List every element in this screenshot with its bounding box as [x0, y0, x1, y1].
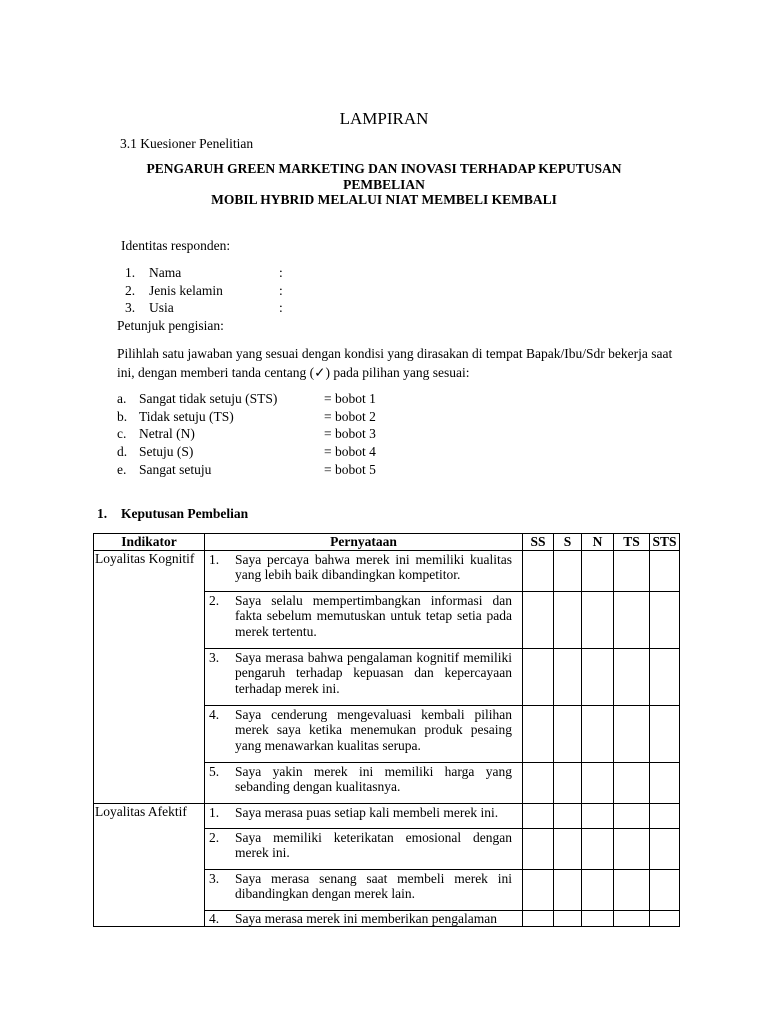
statement-cell [205, 910, 523, 927]
scale-item [117, 390, 417, 408]
answer-cell-s[interactable] [554, 550, 582, 591]
answer-cell-n[interactable] [582, 705, 614, 762]
answer-cell-n[interactable] [582, 648, 614, 705]
identity-item-label: Nama [149, 265, 182, 280]
statement-text: Saya cenderung mengevaluasi kembali pilihan merek saya ketika menemukan produk pesaing yang menawarkan kualitas serupa. [235, 706, 512, 753]
statement-number: 2. [209, 592, 220, 608]
questionnaire-table [93, 533, 680, 927]
scale-item-letter: b. [117, 408, 128, 424]
scale-item-value: = bobot 1 [324, 391, 376, 406]
table-row [94, 550, 680, 591]
answer-cell-ss[interactable] [523, 705, 554, 762]
answer-cell-ss[interactable] [523, 762, 554, 803]
answer-cell-s[interactable] [554, 803, 582, 828]
answer-cell-s[interactable] [554, 762, 582, 803]
scale-item [117, 461, 417, 479]
part-title: Keputusan Pembelian [121, 506, 249, 521]
answer-cell-s[interactable] [554, 828, 582, 869]
answer-cell-s[interactable] [554, 910, 582, 927]
scale-item-letter: d. [117, 444, 128, 460]
identity-item [125, 299, 325, 317]
scale-item [117, 425, 417, 443]
statement-cell [205, 705, 523, 762]
answer-cell-ss[interactable] [523, 648, 554, 705]
table-row [94, 803, 680, 828]
statement-text: Saya merasa merek ini memberikan pengalaman [235, 910, 498, 926]
answer-cell-ss[interactable] [523, 550, 554, 591]
questionnaire-heading [100, 161, 668, 208]
statement-number: 4. [209, 910, 220, 926]
indicator-cell: Loyalitas Afektif [94, 803, 205, 927]
identity-item [125, 282, 325, 300]
statement-cell [205, 550, 523, 591]
indicator-cell: Loyalitas Kognitif [94, 550, 205, 803]
identity-item-colon: : [279, 300, 283, 316]
answer-cell-n[interactable] [582, 803, 614, 828]
table-header-row [94, 534, 680, 551]
answer-cell-ss[interactable] [523, 803, 554, 828]
scale-item-label: Sangat setuju [139, 461, 212, 477]
statement-number: 3. [209, 649, 220, 665]
heading-line-2: PEMBELIAN [343, 176, 425, 192]
scale-item-letter: e. [117, 461, 127, 477]
statement-number: 3. [209, 870, 220, 886]
instructions-text: Pilihlah satu jawaban yang sesuai dengan kondisi yang dirasakan di tempat Bapak/Ibu/Sdr bekerja saat ini, dengan memberi tanda centang (✓) pada pilihan yang sesuai: [117, 346, 673, 380]
scale-item [117, 443, 417, 461]
answer-cell-ss[interactable] [523, 591, 554, 648]
header-sts: STS [650, 534, 680, 551]
answer-cell-sts[interactable] [650, 591, 680, 648]
header-indikator: Indikator [94, 534, 205, 551]
statement-text: Saya yakin merek ini memiliki harga yang sebanding dengan kualitasnya. [235, 763, 512, 794]
statement-text: Saya percaya bahwa merek ini memiliki kualitas yang lebih baik dibandingkan kompetitor. [235, 551, 512, 582]
answer-cell-sts[interactable] [650, 550, 680, 591]
statement-number: 1. [209, 804, 220, 820]
answer-cell-n[interactable] [582, 550, 614, 591]
answer-cell-s[interactable] [554, 705, 582, 762]
answer-cell-s[interactable] [554, 648, 582, 705]
scale-item-label: Setuju (S) [139, 444, 194, 460]
identity-item-label: Jenis kelamin [149, 282, 223, 298]
statement-text: Saya memiliki keterikatan emosional dengan merek ini. [235, 829, 512, 860]
scale-item-value: = bobot 5 [324, 461, 376, 477]
statement-text: Saya selalu mempertimbangkan informasi dan fakta sebelum memutuskan untuk tetap setia pada merek tertentu. [235, 592, 512, 639]
statement-number: 1. [209, 551, 220, 567]
identity-item-number: 1. [125, 265, 136, 280]
answer-cell-s[interactable] [554, 591, 582, 648]
header-s: S [554, 534, 582, 551]
scale-item-value: = bobot 3 [324, 426, 376, 442]
scale-item-label: Tidak setuju (TS) [139, 408, 234, 424]
answer-cell-ts[interactable] [614, 762, 650, 803]
statement-text: Saya merasa bahwa pengalaman kognitif memiliki pengaruh terhadap kepuasan dan kepercayaan terhadap merek ini. [235, 649, 512, 696]
scale-item-letter: a. [117, 391, 127, 406]
answer-cell-sts[interactable] [650, 705, 680, 762]
answer-cell-sts[interactable] [650, 910, 680, 927]
heading-line-3: MOBIL HYBRID MELALUI NIAT MEMBELI KEMBALI [211, 192, 557, 207]
part-number: 1. [97, 506, 108, 521]
answer-cell-ts[interactable] [614, 705, 650, 762]
identity-item-label: Usia [149, 300, 174, 316]
answer-cell-n[interactable] [582, 910, 614, 927]
statement-cell [205, 828, 523, 869]
statement-number: 4. [209, 706, 220, 722]
answer-cell-sts[interactable] [650, 803, 680, 828]
answer-cell-n[interactable] [582, 762, 614, 803]
identity-label: Identitas responden: [121, 238, 231, 253]
statement-cell [205, 869, 523, 910]
scale-item-value: = bobot 4 [324, 444, 376, 460]
scale-item-label: Sangat tidak setuju (STS) [139, 391, 278, 406]
section-label: 3.1 Kuesioner Penelitian [120, 136, 254, 151]
answer-cell-ts[interactable] [614, 591, 650, 648]
statement-cell [205, 648, 523, 705]
answer-cell-n[interactable] [582, 591, 614, 648]
statement-text: Saya merasa puas setiap kali membeli merek ini. [235, 804, 499, 820]
statement-text: Saya merasa senang saat membeli merek ini dibandingkan dengan merek lain. [235, 870, 512, 901]
answer-cell-n[interactable] [582, 869, 614, 910]
answer-cell-ts[interactable] [614, 648, 650, 705]
answer-cell-sts[interactable] [650, 648, 680, 705]
page-title: LAMPIRAN [339, 109, 429, 128]
answer-cell-ss[interactable] [523, 869, 554, 910]
part-heading [97, 506, 248, 522]
identity-item [125, 264, 325, 282]
identity-item-colon: : [279, 282, 283, 298]
answer-cell-ss[interactable] [523, 910, 554, 927]
answer-cell-ts[interactable] [614, 869, 650, 910]
statement-cell [205, 591, 523, 648]
header-pernyataan: Pernyataan [205, 534, 523, 551]
identity-item-colon: : [279, 265, 283, 280]
answer-cell-ts[interactable] [614, 550, 650, 591]
answer-cell-n[interactable] [582, 828, 614, 869]
heading-line-1: PENGARUH GREEN MARKETING DAN INOVASI TERHADAP KEPUTUSAN [146, 161, 622, 176]
statement-number: 5. [209, 763, 220, 779]
identity-item-number: 3. [125, 300, 136, 316]
header-n: N [582, 534, 614, 551]
identity-list [125, 264, 325, 317]
answer-cell-sts[interactable] [650, 762, 680, 803]
identity-item-number: 2. [125, 282, 136, 298]
scale-item-letter: c. [117, 426, 127, 442]
answer-cell-s[interactable] [554, 869, 582, 910]
scale-item-value: = bobot 2 [324, 408, 376, 424]
scale-item [117, 408, 417, 426]
answer-cell-ss[interactable] [523, 828, 554, 869]
statement-number: 2. [209, 829, 220, 845]
statement-cell [205, 762, 523, 803]
answer-cell-sts[interactable] [650, 869, 680, 910]
answer-cell-sts[interactable] [650, 828, 680, 869]
instructions-label: Petunjuk pengisian: [117, 318, 224, 333]
scale-item-label: Netral (N) [139, 426, 195, 442]
header-ts: TS [614, 534, 650, 551]
answer-cell-ts[interactable] [614, 910, 650, 927]
header-ss: SS [523, 534, 554, 551]
answer-cell-ts[interactable] [614, 828, 650, 869]
scale-list [117, 390, 417, 478]
statement-cell [205, 803, 523, 828]
answer-cell-ts[interactable] [614, 803, 650, 828]
